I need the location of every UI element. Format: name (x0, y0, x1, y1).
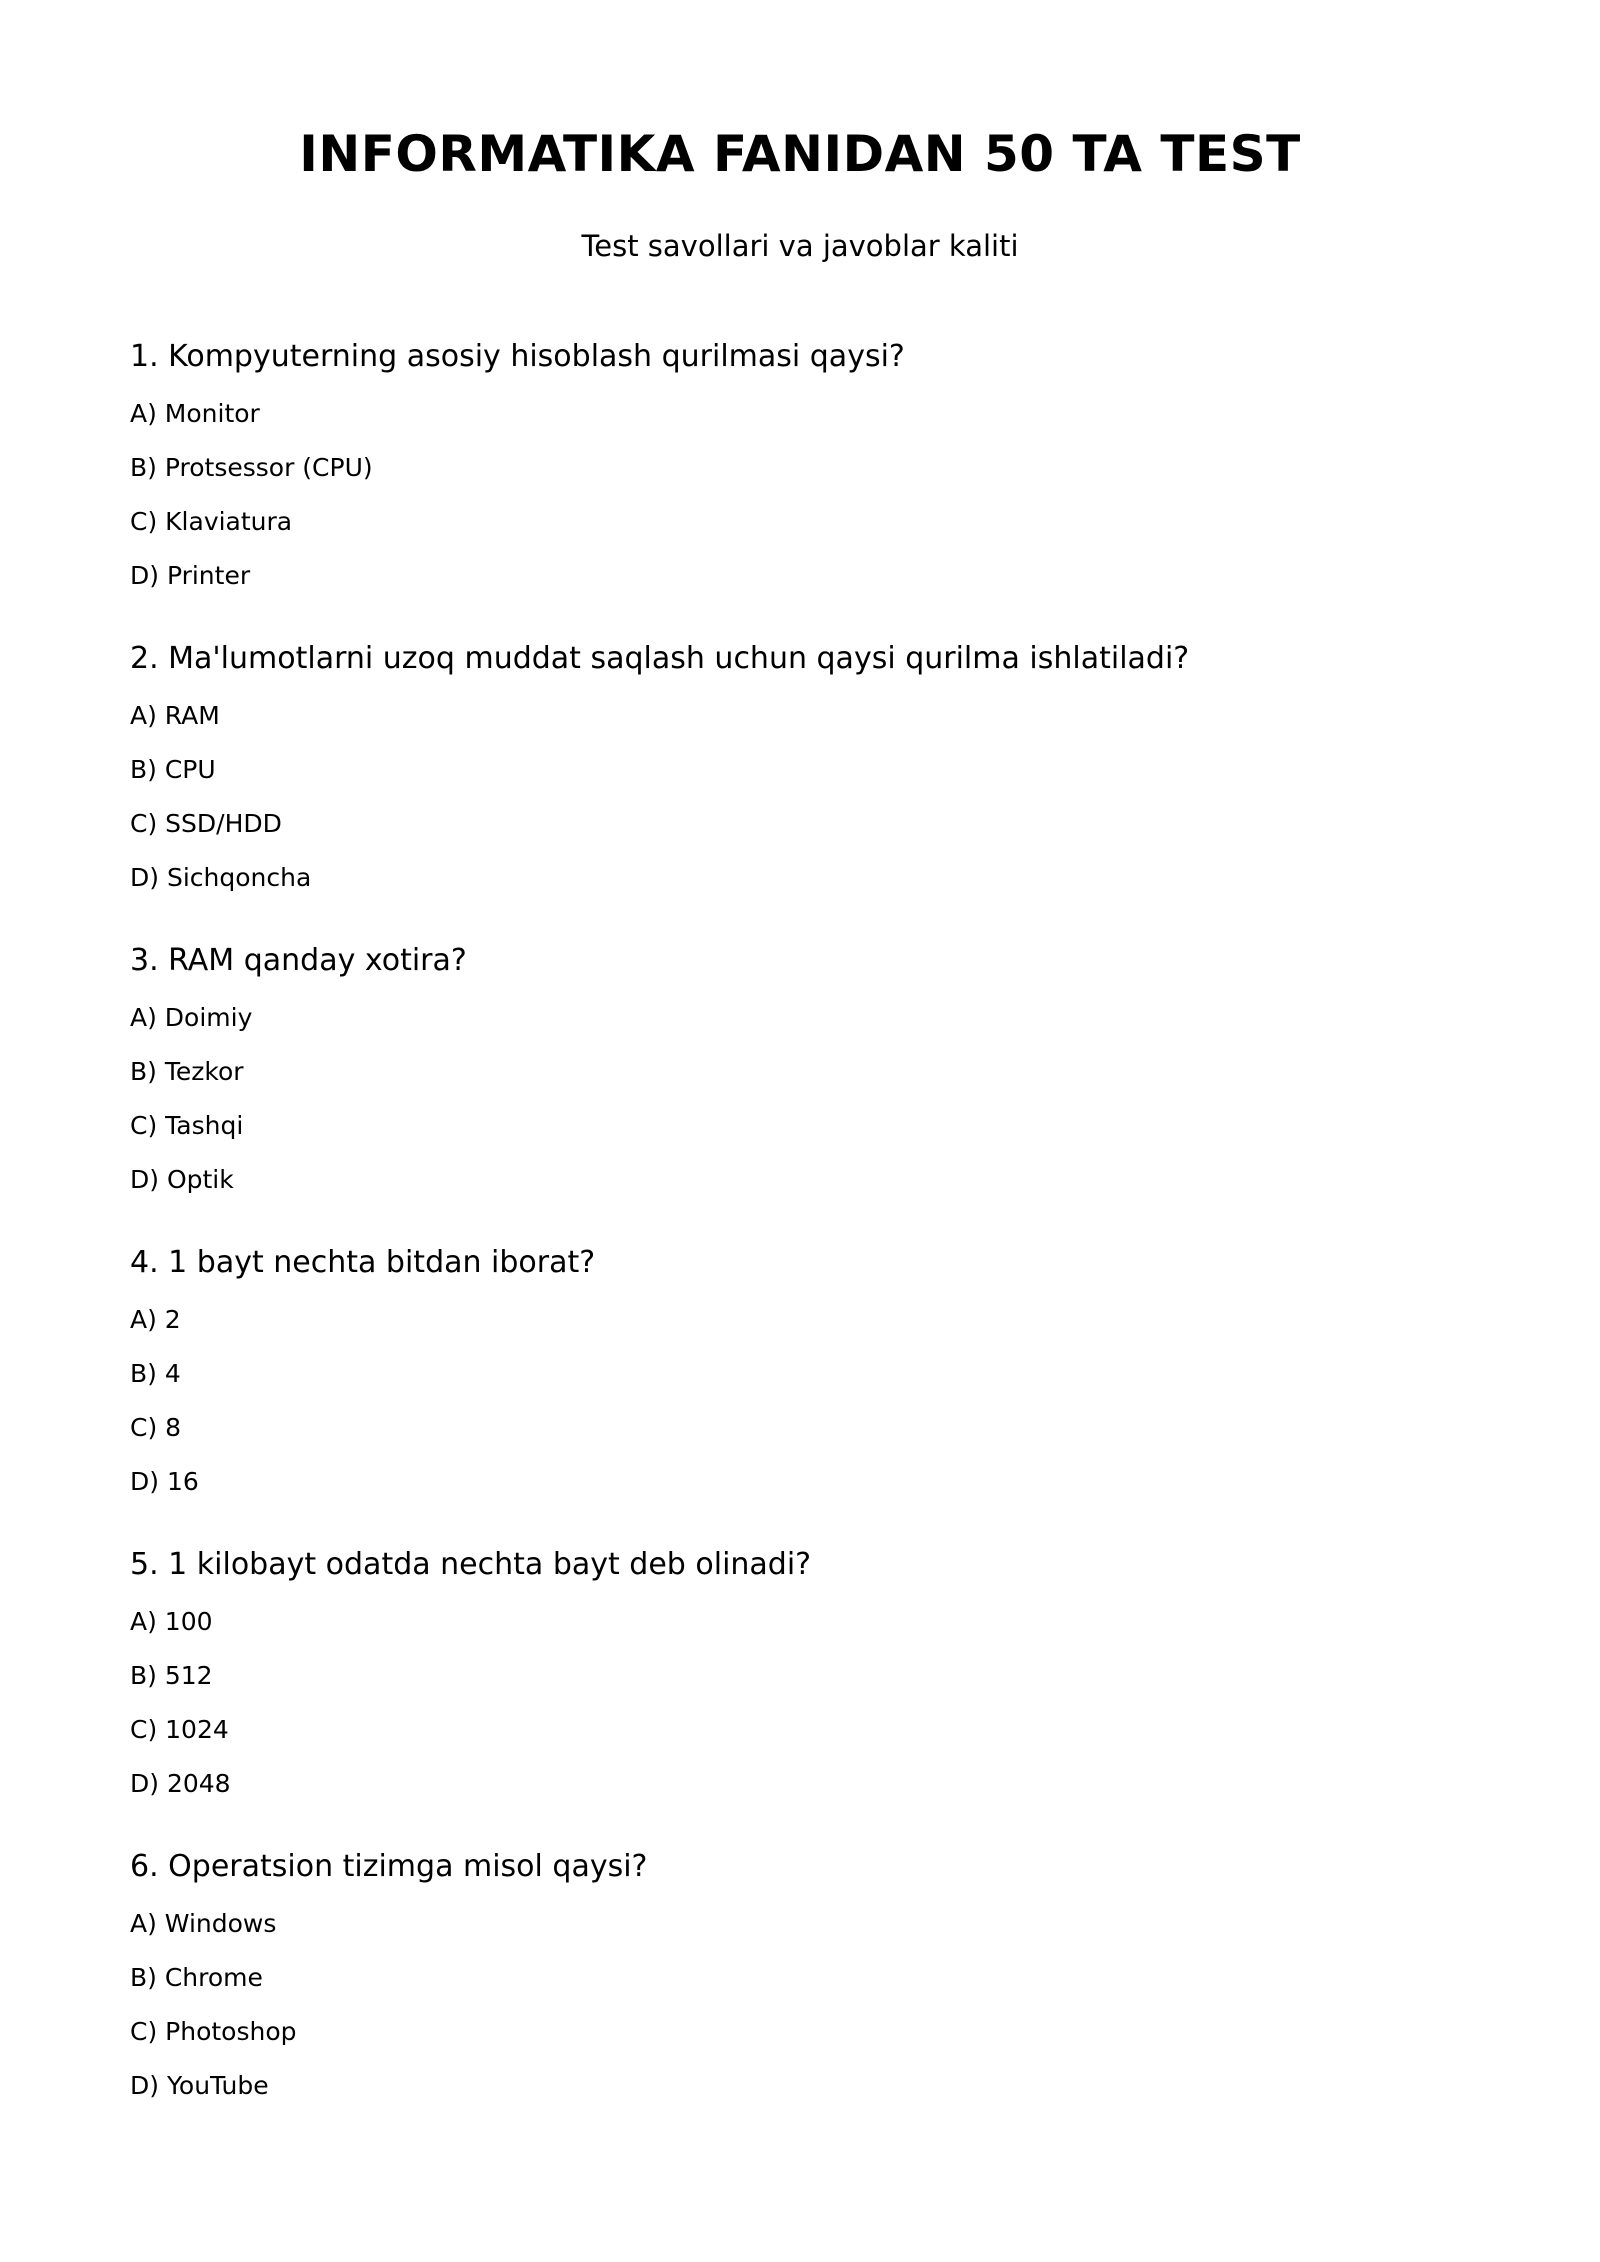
answer-options (130, 1002, 1470, 1196)
question-1 (130, 337, 1470, 639)
option-d: D) Sichqoncha (130, 863, 312, 892)
answer-options (130, 398, 1470, 592)
question-6 (130, 1847, 1470, 2149)
option-a: A) RAM (130, 701, 220, 730)
answer-options (130, 700, 1470, 894)
question-list (130, 337, 1470, 2149)
option-b: B) 4 (130, 1359, 181, 1388)
answer-options (130, 1908, 1470, 2102)
option-c: C) 1024 (130, 1715, 229, 1744)
question-4 (130, 1243, 1470, 1545)
page-title: INFORMATIKA FANIDAN 50 TA TEST (299, 125, 1301, 183)
question-text: 2. Ma'lumotlarni uzoq muddat saqlash uchun qaysi qurilma ishlatiladi? (130, 641, 1190, 676)
option-b: B) Tezkor (130, 1057, 244, 1086)
option-c: C) SSD/HDD (130, 809, 282, 838)
question-text: 4. 1 bayt nechta bitdan iborat? (130, 1245, 596, 1280)
question-text: 1. Kompyuterning asosiy hisoblash qurilmasi qaysi? (130, 339, 905, 374)
option-c: C) 8 (130, 1413, 182, 1442)
option-b: B) 512 (130, 1661, 213, 1690)
option-b: B) CPU (130, 755, 216, 784)
option-d: D) 16 (130, 1467, 199, 1496)
option-c: C) Klaviatura (130, 507, 293, 536)
question-text: 3. RAM qanday xotira? (130, 943, 467, 978)
option-d: D) YouTube (130, 2071, 269, 2100)
question-5 (130, 1545, 1470, 1847)
question-text: 6. Operatsion tizimga misol qaysi? (130, 1849, 648, 1884)
option-a: A) Windows (130, 1909, 277, 1938)
question-text: 5. 1 kilobayt odatda nechta bayt deb olinadi? (130, 1547, 812, 1582)
question-3 (130, 941, 1470, 1243)
question-2 (130, 639, 1470, 941)
option-d: D) Optik (130, 1165, 234, 1194)
option-a: A) Doimiy (130, 1003, 253, 1032)
option-b: B) Chrome (130, 1963, 263, 1992)
option-a: A) 2 (130, 1305, 181, 1334)
option-b: B) Protsessor (CPU) (130, 453, 373, 482)
option-c: C) Tashqi (130, 1111, 244, 1140)
answer-options (130, 1304, 1470, 1498)
page-subtitle: Test savollari va javoblar kaliti (581, 229, 1019, 263)
option-c: C) Photoshop (130, 2017, 297, 2046)
option-d: D) 2048 (130, 1769, 231, 1798)
option-a: A) Monitor (130, 399, 260, 428)
answer-options (130, 1606, 1470, 1800)
option-d: D) Printer (130, 561, 251, 590)
option-a: A) 100 (130, 1607, 213, 1636)
